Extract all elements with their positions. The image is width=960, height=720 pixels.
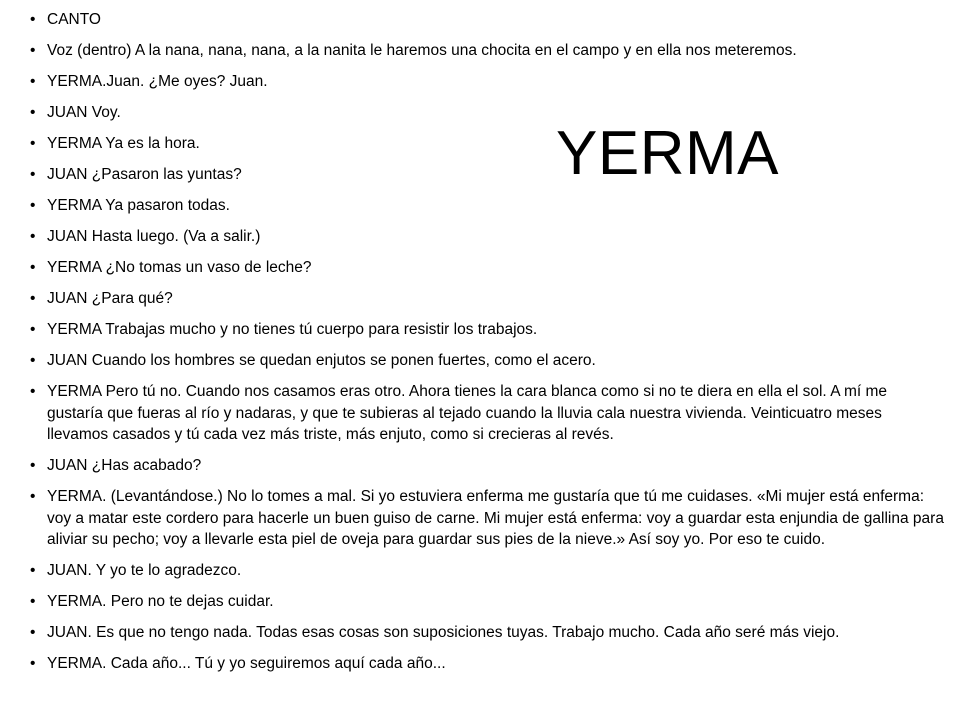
- dialogue-text: YERMA Ya pasaron todas.: [47, 197, 230, 214]
- dialogue-text: JUAN ¿Has acabado?: [47, 457, 202, 474]
- dialogue-line: [0, 164, 960, 186]
- dialogue-line: [0, 486, 960, 551]
- bullet-icon: •: [30, 383, 36, 400]
- dialogue-line: [0, 102, 960, 124]
- dialogue-line: [0, 653, 960, 675]
- bullet-icon: •: [30, 655, 36, 672]
- bullet-icon: •: [30, 321, 36, 338]
- bullet-icon: •: [30, 166, 36, 183]
- dialogue-text: CANTO: [47, 11, 101, 28]
- dialogue-line: [0, 560, 960, 582]
- dialogue-text: YERMA Trabajas mucho y no tienes tú cuerpo para resistir los trabajos.: [47, 321, 538, 338]
- dialogue-text: YERMA. Cada año... Tú y yo seguiremos aquí cada año...: [47, 655, 446, 672]
- dialogue-line: [0, 381, 960, 446]
- dialogue-text: YERMA. Pero no te dejas cuidar.: [47, 593, 274, 610]
- dialogue-text: JUAN Hasta luego. (Va a salir.): [47, 228, 261, 245]
- dialogue-text: JUAN. Y yo te lo agradezco.: [47, 562, 242, 579]
- bullet-icon: •: [30, 624, 36, 641]
- dialogue-text: YERMA. (Levantándose.) No lo tomes a mal. Si yo estuviera enferma me gustaría que tú me cuidases. «Mi mujer está enferma: voy a matar este cordero para hacerle un buen guiso de carne. Mi mujer está enferma: voy a guardar esta enjundia de gallina para aliviar su pecho; voy a llevarle esta piel de oveja para guardar sus pies de la nieve.» Así soy yo. Por eso te cuido.: [47, 488, 944, 548]
- dialogue-text: JUAN Cuando los hombres se quedan enjutos se ponen fuertes, como el acero.: [47, 352, 596, 369]
- slide-title: YERMA: [556, 119, 779, 188]
- dialogue-text: YERMA ¿No tomas un vaso de leche?: [47, 259, 312, 276]
- dialogue-text: JUAN Voy.: [47, 104, 121, 121]
- dialogue-line: [0, 226, 960, 248]
- bullet-icon: •: [30, 259, 36, 276]
- bullet-icon: •: [30, 352, 36, 369]
- bullet-icon: •: [30, 457, 36, 474]
- dialogue-text: YERMA Ya es la hora.: [47, 135, 200, 152]
- dialogue-text: JUAN ¿Pasaron las yuntas?: [47, 166, 242, 183]
- bullet-icon: •: [30, 197, 36, 214]
- dialogue-line: [0, 350, 960, 372]
- dialogue-line: [0, 195, 960, 217]
- dialogue-text: JUAN ¿Para qué?: [47, 290, 173, 307]
- bullet-icon: •: [30, 228, 36, 245]
- dialogue-text: YERMA Pero tú no. Cuando nos casamos eras otro. Ahora tienes la cara blanca como si no te diera en ella el sol. A mí me gustaría que fueras al río y nadaras, y que te subieras al tejado cuando la lluvia cala nuestra vivienda. Veinticuatro meses llevamos casados y tú cada vez más triste, más enjuto, como si crecieras al revés.: [47, 383, 888, 443]
- dialogue-line: [0, 455, 960, 477]
- bullet-icon: •: [30, 135, 36, 152]
- bullet-icon: •: [30, 290, 36, 307]
- dialogue-text: YERMA.Juan. ¿Me oyes? Juan.: [47, 73, 268, 90]
- bullet-icon: •: [30, 593, 36, 610]
- bullet-icon: •: [30, 73, 36, 90]
- bullet-icon: •: [30, 488, 36, 505]
- dialogue-line: [0, 622, 960, 644]
- dialogue-line: [0, 71, 960, 93]
- dialogue-text: Voz (dentro) A la nana, nana, nana, a la nanita le haremos una chocita en el campo y en ella nos meteremos.: [47, 42, 797, 59]
- dialogue-line: [0, 9, 960, 31]
- bullet-icon: •: [30, 11, 36, 28]
- dialogue-text: JUAN. Es que no tengo nada. Todas esas cosas son suposiciones tuyas. Trabajo mucho. Cada año seré más viejo.: [47, 624, 840, 641]
- dialogue-line: [0, 319, 960, 341]
- bullet-icon: •: [30, 562, 36, 579]
- dialogue-list: [0, 9, 960, 684]
- dialogue-line: [0, 40, 960, 62]
- bullet-icon: •: [30, 104, 36, 121]
- dialogue-line: [0, 591, 960, 613]
- dialogue-line: [0, 133, 960, 155]
- dialogue-line: [0, 257, 960, 279]
- bullet-icon: •: [30, 42, 36, 59]
- dialogue-line: [0, 288, 960, 310]
